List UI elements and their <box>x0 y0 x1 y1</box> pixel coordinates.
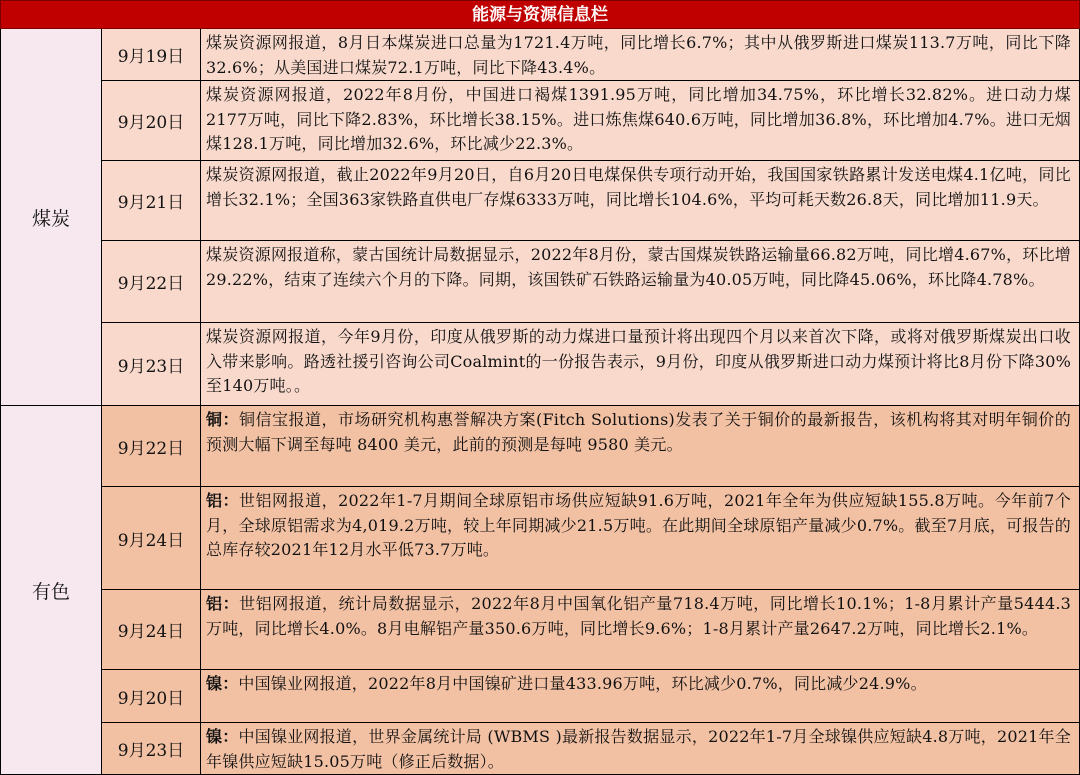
date-cell: 9月23日 <box>102 723 201 775</box>
news-lead: 铝： <box>206 491 240 510</box>
news-body: 煤炭资源网报道，2022年8月份，中国进口褐煤1391.95万吨，同比增加34.75%，环比增长32.82%。进口动力煤2177万吨，同比下降2.83%，环比增长38.15%。进口炼焦煤640.6万吨，同比增加36.8%，环比增加4.7%。进口无烟煤128.1万吨，同比增加32.6%，环比减少22.3%。 <box>206 85 1071 153</box>
date-cell: 9月23日 <box>102 323 201 406</box>
news-body: 中国镍业网报道，世界金属统计局 (WBMS )最新报告数据显示，2022年1-7月全球镍供应短缺4.8万吨，2021年全年镍供应短缺15.05万吨（修正后数据）。 <box>206 727 1071 771</box>
date-cell: 9月22日 <box>102 241 201 323</box>
news-body: 世铝网报道，统计局数据显示，2022年8月中国氧化铝产量718.4万吨，同比增长10.1%；1-8月累计产量5444.3万吨，同比增长4.0%。8月电解铝产量350.6万吨，同比增长9.6%；1-8月累计产量2647.2万吨，同比增长2.1%。 <box>206 594 1071 638</box>
date-cell: 9月22日 <box>102 406 201 487</box>
news-text <box>201 487 1080 590</box>
news-text <box>201 723 1080 775</box>
news-text <box>201 29 1080 81</box>
category-nonferrous: 有色 <box>0 406 102 775</box>
news-body: 煤炭资源网报道，截止2022年9月20日，自6月20日电煤保供专项行动开始，我国国家铁路累计发送电煤4.1亿吨，同比增长32.1%；全国363家铁路直供电厂存煤6333万吨，同比增长104.6%，平均可耗天数26.8天，同比增加11.9天。 <box>206 165 1071 209</box>
news-body: 世铝网报道，2022年1-7月期间全球原铝市场供应短缺91.6万吨，2021年全年为供应短缺155.8万吨。今年前7个月，全球原铝需求为4,019.2万吨，较上年同期减少21.5万吨。在此期间全球原铝产量减少0.7%。截至7月底，可报告的总库存较2021年12月水平低73.7万吨。 <box>206 491 1071 559</box>
news-text <box>201 161 1080 241</box>
news-lead: 铜： <box>206 410 240 429</box>
date-cell: 9月20日 <box>102 670 201 723</box>
news-body: 煤炭资源网报道，今年9月份，印度从俄罗斯的动力煤进口量预计将出现四个月以来首次下降，或将对俄罗斯煤炭出口收入带来影响。路透社援引咨询公司Coalmint的一份报告表示，9月份，印度从俄罗斯进口动力煤预计将比8月份下降30%至140万吨。。 <box>206 327 1071 395</box>
news-text <box>201 590 1080 670</box>
news-lead: 镍： <box>206 674 239 693</box>
date-cell: 9月24日 <box>102 590 201 670</box>
news-body: 中国镍业网报道，2022年8月中国镍矿进口量433.96万吨，环比减少0.7%，同比减少24.9%。 <box>238 674 927 693</box>
page-title: 能源与资源信息栏 <box>0 0 1080 29</box>
date-cell: 9月19日 <box>102 29 201 81</box>
news-text <box>201 670 1080 723</box>
news-body: 煤炭资源网报道称，蒙古国统计局数据显示，2022年8月份，蒙古国煤炭铁路运输量66.82万吨，同比增4.67%，环比增29.22%，结束了连续六个月的下降。同期，该国铁矿石铁路运输量为40.05万吨，同比降45.06%，环比降4.78%。 <box>206 245 1071 289</box>
category-coal: 煤炭 <box>0 29 102 406</box>
news-lead: 镍： <box>206 727 239 746</box>
news-text <box>201 406 1080 487</box>
news-body: 煤炭资源网报道，8月日本煤炭进口总量为1721.4万吨，同比增长6.7%；其中从俄罗斯进口煤炭113.7万吨，同比下降32.6%；从美国进口煤炭72.1万吨，同比下降43.4%。 <box>206 33 1071 77</box>
news-text <box>201 81 1080 161</box>
date-cell: 9月24日 <box>102 487 201 590</box>
news-body: 铜信宝报道，市场研究机构惠誉解决方案(Fitch Solutions)发表了关于铜价的最新报告，该机构将其对明年铜价的预测大幅下调至每吨 8400 美元，此前的预测是每吨 9580 美元。 <box>206 410 1072 454</box>
news-text <box>201 241 1080 323</box>
date-cell: 9月20日 <box>102 81 201 161</box>
news-text <box>201 323 1080 406</box>
news-lead: 铝： <box>206 594 240 613</box>
date-cell: 9月21日 <box>102 161 201 241</box>
